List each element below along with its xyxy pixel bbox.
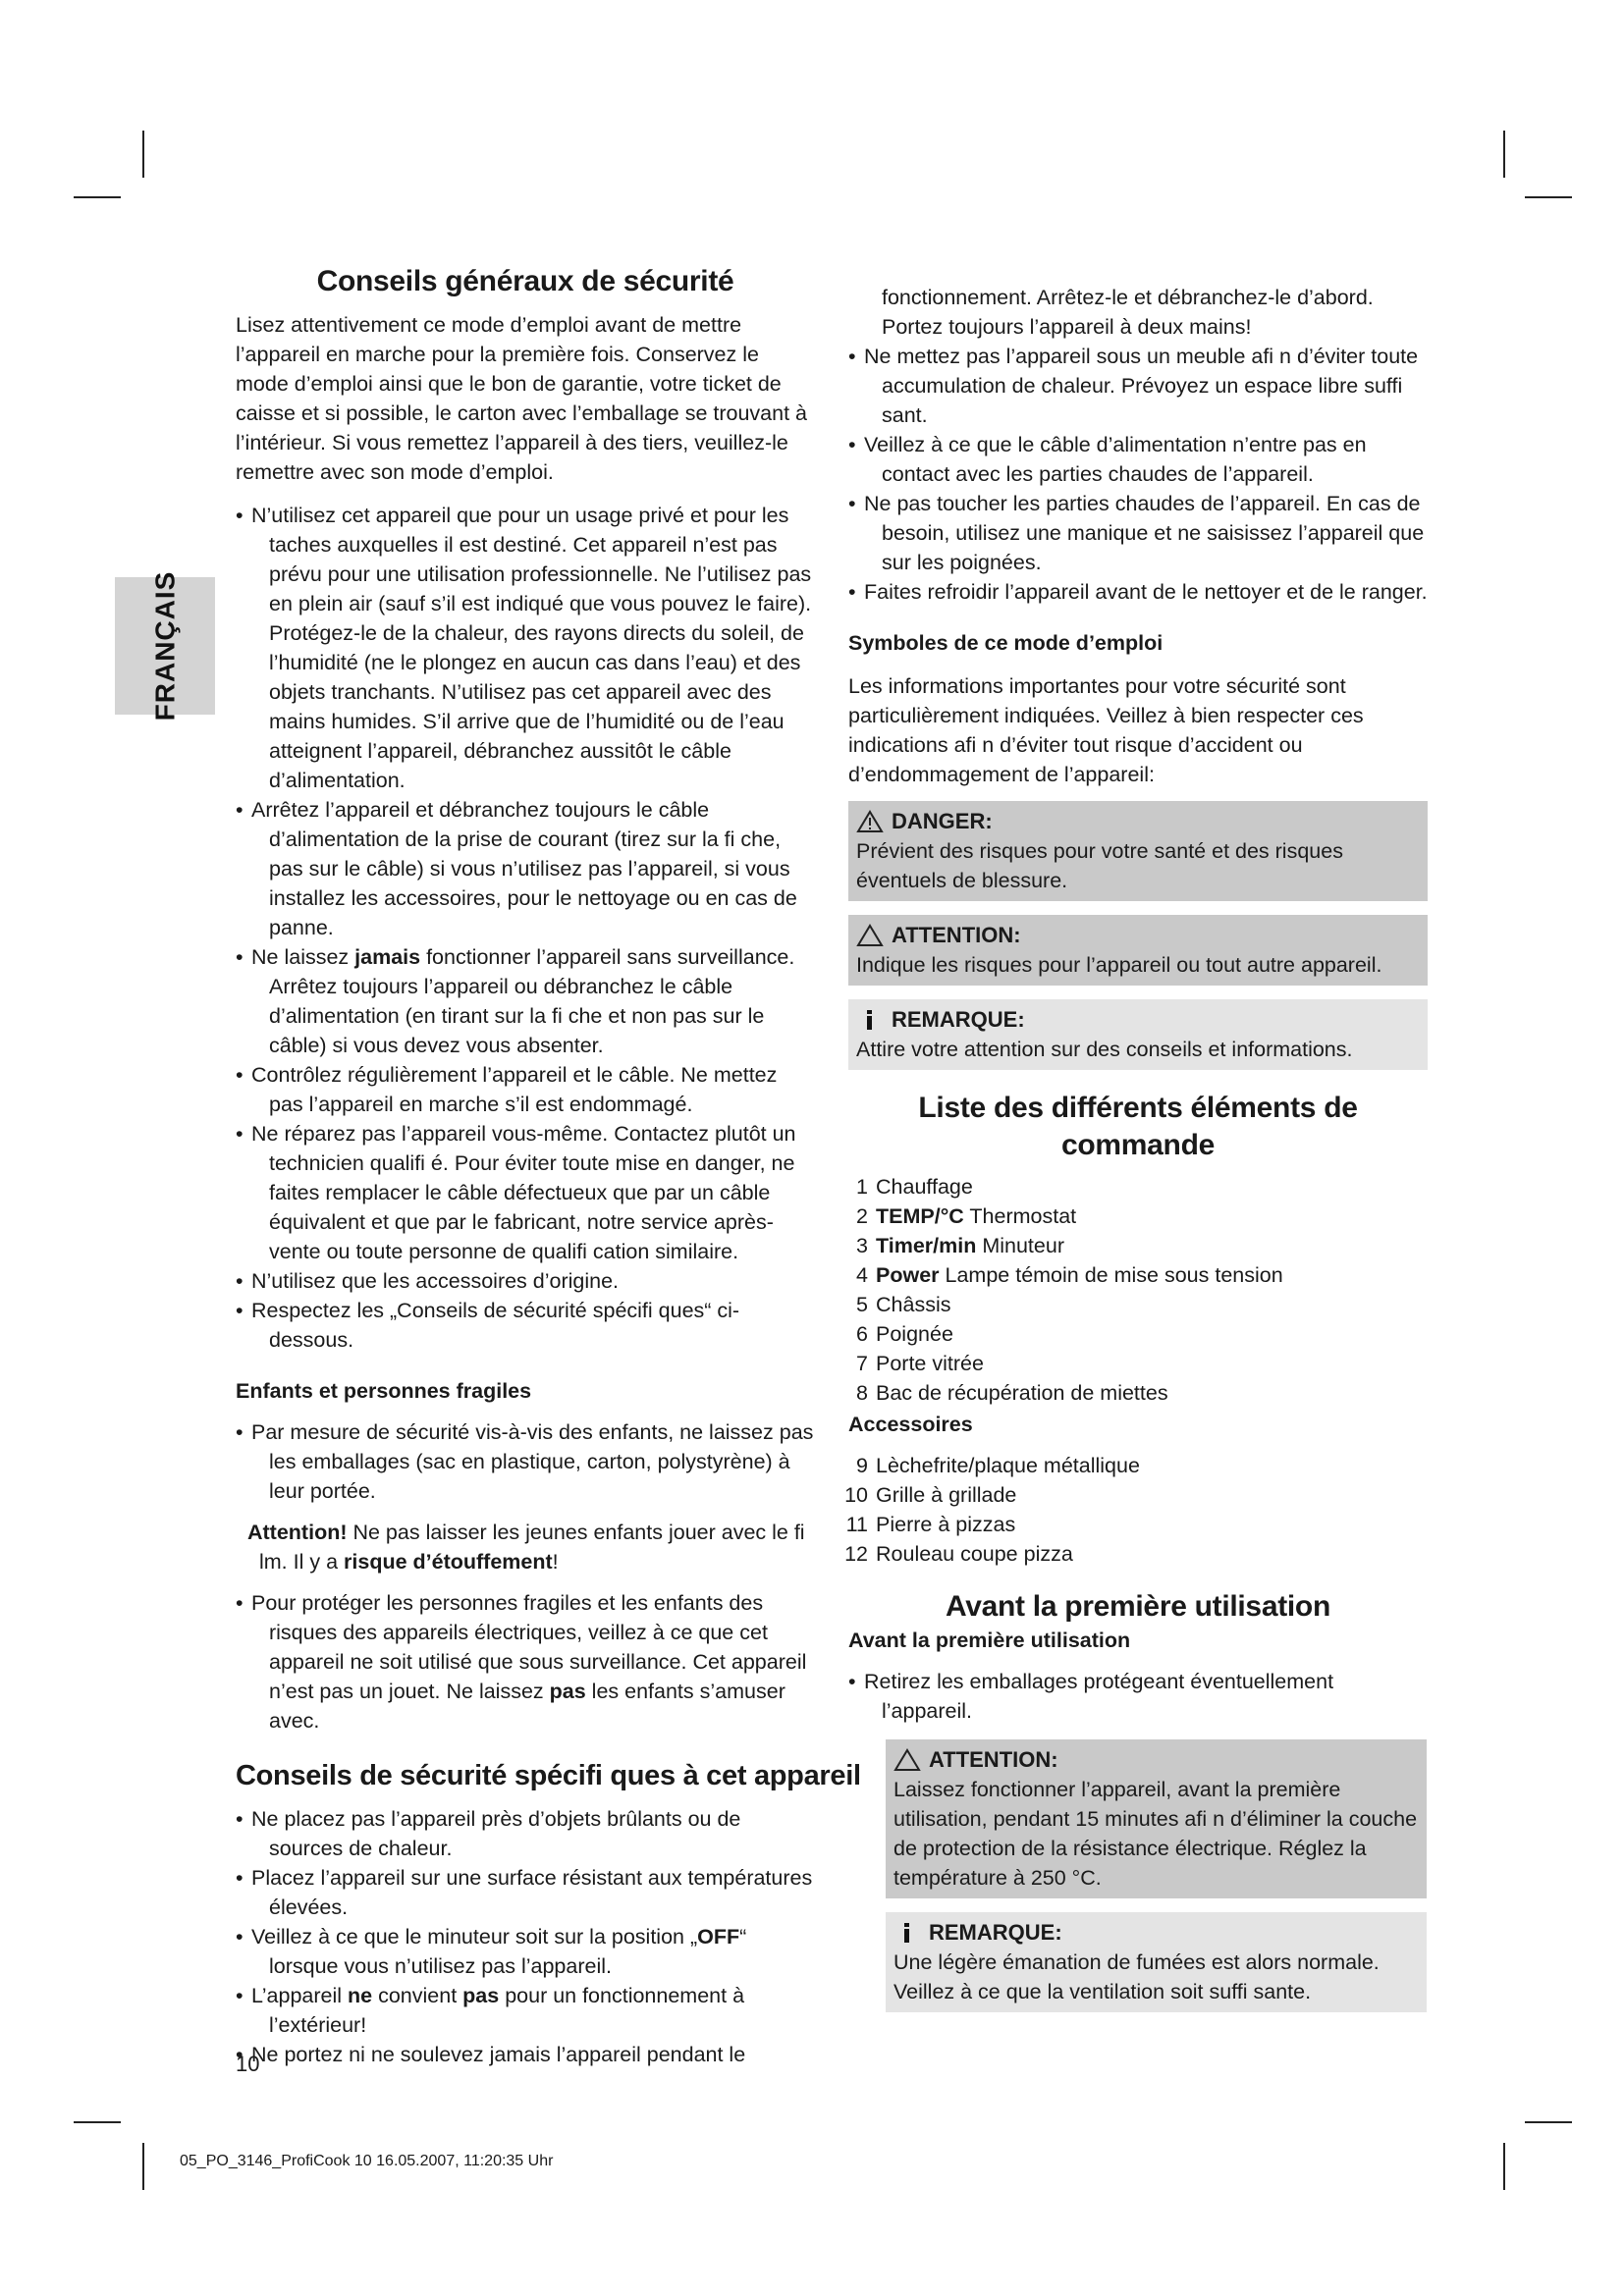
heading-first-use: Avant la première utilisation xyxy=(946,1590,1330,1623)
list-item: • Respectez les „Conseils de sécurité spécifi ques“ ci-dessous. xyxy=(236,1296,815,1355)
right-column xyxy=(844,283,1428,2012)
list-item: 6 Poignée xyxy=(856,1322,953,1346)
list-item: • Ne pas toucher les parties chaudes de l’appareil. En cas de besoin, utilisez une manique et ne saisissez l’appareil que sur les poignées. xyxy=(848,489,1428,577)
list-item: 2 TEMP/°C Thermostat xyxy=(856,1204,1077,1228)
crop-mark xyxy=(142,131,144,178)
list-item: 12 Rouleau coupe pizza xyxy=(844,1542,1073,1566)
crop-mark xyxy=(1503,131,1505,178)
attention-text: Indique les risques pour l’appareil ou tout autre appareil. xyxy=(856,953,1382,977)
remarque-title: REMARQUE: xyxy=(892,1007,1025,1032)
list-item: • Ne portez ni ne soulevez jamais l’appareil pendant le xyxy=(236,2040,815,2069)
list-item: • Ne réparez pas l’appareil vous-même. Contactez plutôt un technicien qualifi é. Pour éviter toute mise en danger, ne faites remplacer le câble défectueux que par un câble équivalent et que par le fabricant, notre service après-vente ou toute personne de qualifi cation similaire. xyxy=(236,1119,815,1266)
specific-safety-list-cont xyxy=(848,342,1428,607)
list-item: • N’utilisez cet appareil que pour un usage privé et pour les taches auxquelles il est destiné. Cet appareil n’est pas prévu pour une utilisation professionnelle. Ne l’utilisez pas en plein air (sauf s’il est indiqué que vous pouvez le faire). Protégez-le de la chaleur, des rayons directs du soleil, de l’humidité (ne le plongez en aucun cas dans l’eau) et des objets tranchants. N’utilisez pas cet appareil avec des mains humides. S’il arrive que de l’humidité ou de l’eau atteignent l’appareil, débranchez aussitôt le câble d’alimentation. xyxy=(236,501,815,795)
list-item: • Ne placez pas l’appareil près d’objets brûlants ou de sources de chaleur. xyxy=(236,1804,815,1863)
language-label: FRANÇAIS xyxy=(149,570,181,721)
crop-mark xyxy=(1525,2121,1572,2123)
intro-paragraph: Lisez attentivement ce mode d’emploi avant de mettre l’appareil en marche pour la première fois. Conservez le mode d’emploi ainsi que le bon de garantie, votre ticket de caisse et si possible, le carton avec l’emballage se trouvant à l’intérieur. Si vous remettez l’appareil à des tiers, veuillez-le remettre avec son mode d’emploi. xyxy=(236,313,808,484)
print-slug: 05_PO_3146_ProfiCook 10 16.05.2007, 11:20:35 Uhr xyxy=(180,2153,554,2169)
remarque-text: Attire votre attention sur des conseils et informations. xyxy=(856,1038,1353,1061)
heading-general-safety: Conseils généraux de sécurité xyxy=(316,265,734,297)
attention-box xyxy=(848,915,1428,986)
crop-mark xyxy=(142,2143,144,2190)
attention-title-2: ATTENTION: xyxy=(929,1747,1058,1772)
list-item: 3 Timer/min Minuteur xyxy=(856,1234,1064,1257)
children-list xyxy=(236,1417,815,1506)
remarque-title-2: REMARQUE: xyxy=(929,1920,1062,1945)
remarque-box-2 xyxy=(886,1912,1427,2012)
list-item: • Arrêtez l’appareil et débranchez toujours le câble d’alimentation de la prise de courant (tirez sur la fi che, pas sur le câble) si vous n’utilisez pas l’appareil, si vous installez les accessoires, pour le nettoyage ou en cas de panne. xyxy=(236,795,815,942)
list-item: 9 Lèchefrite/plaque métallique xyxy=(856,1454,1140,1477)
list-item: 11 Pierre à pizzas xyxy=(845,1513,1016,1536)
list-item: 5 Châssis xyxy=(856,1293,951,1316)
list-item: • Ne mettez pas l’appareil sous un meuble afi n d’éviter toute accumulation de chaleur. Prévoyez un espace libre suffi sant. xyxy=(848,342,1428,430)
continuation-text: fonctionnement. Arrêtez-le et débranchez-le d’abord. Portez toujours l’appareil à deux mains! xyxy=(882,286,1374,339)
list-item: • Contrôlez régulièrement l’appareil et le câble. Ne mettez pas l’appareil en marche s’il est endommagé. xyxy=(236,1060,815,1119)
subheading-first-use: Avant la première utilisation xyxy=(848,1629,1131,1652)
remarque-text-2: Une légère émanation de fumées est alors normale. Veillez à ce que la ventilation soit suffi sante. xyxy=(893,1950,1380,2003)
symbols-intro: Les informations importantes pour votre sécurité sont particulièrement indiquées. Veillez à bien respecter ces indications afi n d’éviter tout risque d’accident ou d’endommagement de l’appareil: xyxy=(848,674,1364,786)
list-item: • N’utilisez que les accessoires d’origine. xyxy=(236,1266,815,1296)
heading-accessories: Accessoires xyxy=(848,1413,973,1436)
list-item: • Par mesure de sécurité vis-à-vis des enfants, ne laissez pas les emballages (sac en plastique, carton, polystyrène) à leur portée. xyxy=(236,1417,815,1506)
list-item: • Placez l’appareil sur une surface résistant aux températures élevées. xyxy=(236,1863,815,1922)
attention-title: ATTENTION: xyxy=(892,923,1021,947)
general-safety-list xyxy=(236,501,815,1355)
list-item: 8 Bac de récupération de miettes xyxy=(856,1381,1168,1405)
attention-box-2 xyxy=(886,1739,1427,1898)
list-item: 4 Power Lampe témoin de mise sous tension xyxy=(856,1263,1283,1287)
list-item: 10 Grille à grillade xyxy=(844,1483,1017,1507)
list-item: • Veillez à ce que le câble d’alimentation n’entre pas en contact avec les parties chaudes de l’appareil. xyxy=(848,430,1428,489)
warning-triangle-icon xyxy=(856,810,884,833)
crop-mark xyxy=(74,2121,121,2123)
specific-safety-list xyxy=(236,1804,815,2069)
info-icon xyxy=(856,1008,884,1032)
left-column xyxy=(236,263,861,2069)
list-item: • Pour protéger les personnes fragiles et les enfants des risques des appareils électriques, veillez à ce que cet appareil ne soit utilisé que sous surveillance. Cet appareil n’est pas un jouet. Ne laissez pas les enfants s’amuser avec. xyxy=(236,1588,815,1735)
language-tab xyxy=(115,570,215,721)
list-item: 7 Porte vitrée xyxy=(856,1352,984,1375)
danger-title: DANGER: xyxy=(892,809,993,833)
crop-mark xyxy=(1503,2143,1505,2190)
controls-list xyxy=(829,1172,1428,1408)
danger-box xyxy=(848,801,1428,901)
list-item: • L’appareil ne convient pas pour un fonctionnement à l’extérieur! xyxy=(236,1981,815,2040)
first-use-list xyxy=(848,1667,1428,1726)
info-icon xyxy=(893,1921,921,1945)
page-number: 10 xyxy=(236,2052,260,2076)
list-item: 1 Chauffage xyxy=(856,1175,973,1199)
caution-triangle-icon xyxy=(893,1748,921,1772)
attention-note: Attention! Ne pas laisser les jeunes enfants jouer avec le fi lm. Il y a risque d’étouffement! xyxy=(247,1521,805,1574)
list-item: • Faites refroidir l’appareil avant de le nettoyer et de le ranger. xyxy=(848,577,1428,607)
list-item: • Ne laissez jamais fonctionner l’appareil sans surveillance. Arrêtez toujours l’appareil ou débranchez le câble d’alimentation (en tirant sur la fi che et non pas sur le câble) si vous devez vous absenter. xyxy=(236,942,815,1060)
caution-triangle-icon xyxy=(856,924,884,947)
children-list-2 xyxy=(236,1588,815,1735)
heading-controls: Liste des différents éléments de commande xyxy=(918,1092,1358,1161)
list-item: • Retirez les emballages protégeant éventuellement l’appareil. xyxy=(848,1667,1428,1726)
list-item: • Veillez à ce que le minuteur soit sur la position „OFF“ lorsque vous n’utilisez pas l’appareil. xyxy=(236,1922,815,1981)
danger-text: Prévient des risques pour votre santé et des risques éventuels de blessure. xyxy=(856,839,1343,892)
crop-mark xyxy=(74,196,121,198)
heading-symbols: Symboles de ce mode d’emploi xyxy=(848,631,1164,655)
crop-mark xyxy=(1525,196,1572,198)
accessories-list xyxy=(829,1451,1428,1569)
attention-text-2: Laissez fonctionner l’appareil, avant la première utilisation, pendant 15 minutes afi n d’éliminer la couche de protection de la résistance électrique. Réglez la température à 250 °C. xyxy=(893,1778,1418,1890)
heading-children: Enfants et personnes fragiles xyxy=(236,1379,532,1403)
remarque-box xyxy=(848,999,1428,1070)
heading-specific-safety: Conseils de sécurité spécifi ques à cet appareil xyxy=(236,1760,861,1791)
